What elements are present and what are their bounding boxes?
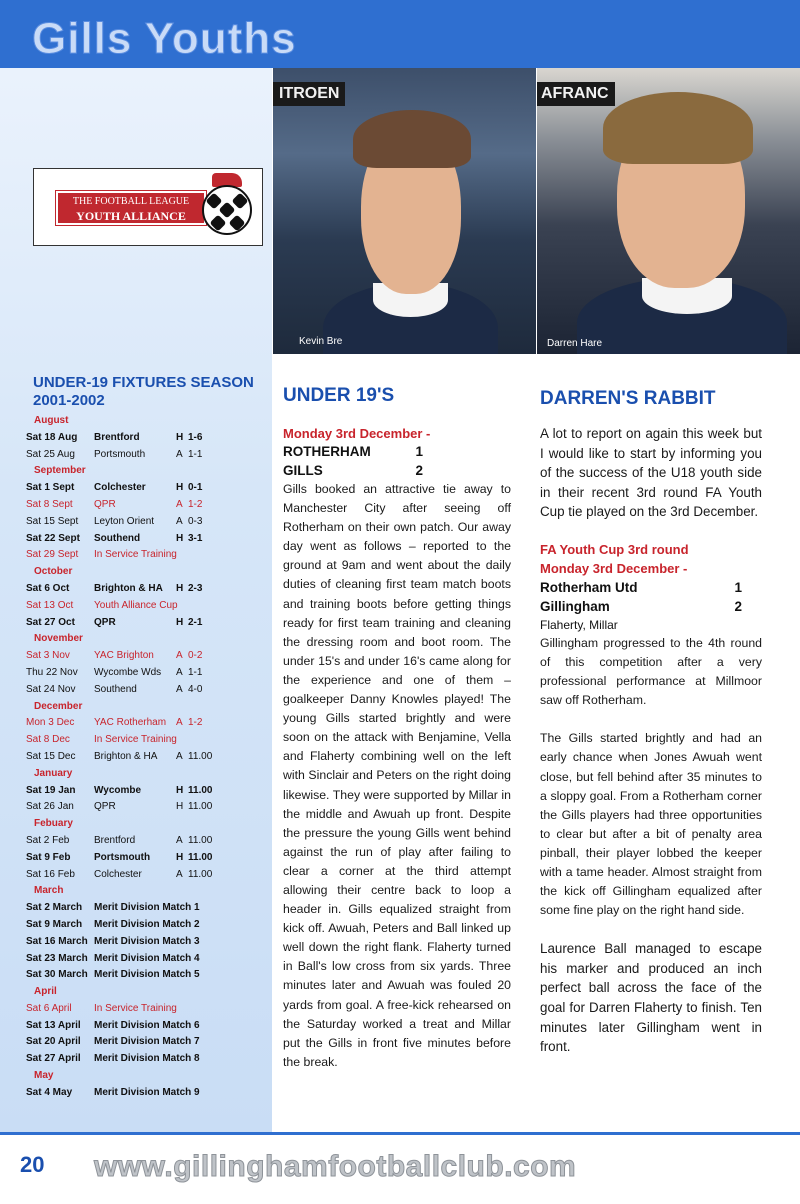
fixture-month: September [34, 465, 86, 477]
fixture-row [26, 430, 266, 447]
under19-title: UNDER 19'S [283, 385, 395, 406]
fixture-row [26, 1001, 266, 1018]
fixture-venue: H [176, 851, 184, 863]
fixture-venue: H [176, 616, 184, 628]
fixture-date: Sat 18 Aug [26, 431, 78, 443]
fixture-opponent: Portsmouth [94, 448, 146, 460]
match-date: Monday 3rd December - [283, 426, 431, 441]
fixture-month: May [34, 1070, 54, 1082]
fixture-row [26, 715, 266, 732]
fixture-row [26, 447, 266, 464]
fixture-month: April [34, 986, 57, 998]
cup-heading-2: Monday 3rd December - [540, 560, 688, 576]
football-icon [202, 185, 252, 235]
fixture-score: 1-1 [188, 666, 203, 678]
fixture-date: Sat 26 Jan [26, 801, 74, 813]
fixture-date: Sat 24 Nov [26, 683, 76, 695]
hair [603, 92, 753, 164]
fixture-venue: A [176, 683, 183, 695]
fixture-date: Sat 23 March [26, 952, 88, 964]
photo-darren [537, 68, 800, 354]
fixture-row [26, 1018, 266, 1035]
rabbit-paragraph: Gillingham progressed to the 4th round of this competition after a very professional performance at Millmoor saw off Rotherham. [540, 635, 762, 708]
fixture-venue: H [176, 801, 184, 813]
fixture-row [26, 867, 266, 884]
fixture-opponent: YAC Brighton [94, 650, 154, 662]
fixture-venue: A [176, 515, 183, 527]
fixture-month: August [34, 415, 69, 426]
fixture-venue: H [176, 532, 184, 544]
team-name: Rotherham Utd [540, 579, 638, 595]
under19-column [283, 385, 511, 1072]
fixture-score: 4-0 [188, 683, 203, 695]
fixture-score: 1-6 [188, 431, 203, 443]
rabbit-paragraph: The Gills started brightly and had an early chance when Jones Awuah went close, but fell behind after 35 minutes to a sloppy goal. From a Rotherham corner the Gills players had three opportunities to clear but after a bit of penalty area pinball, their player lobbed the keeper with a tame header. Almost straight from the kick off Gillingham equalized after some fine play on the right hand side. [540, 731, 762, 918]
team-score: 1 [415, 444, 423, 459]
fixture-opponent: Southend [94, 683, 137, 695]
fixture-score: 0-3 [188, 515, 203, 527]
fixture-row [26, 1034, 266, 1051]
fixture-score: 1-2 [188, 498, 203, 510]
fixture-month: January [34, 767, 73, 779]
fixture-venue: A [176, 666, 183, 678]
fixture-date: Sat 6 April [26, 1002, 72, 1014]
fixture-opponent: Merit Division Match 9 [94, 1086, 200, 1098]
team-name: ROTHERHAM [283, 444, 371, 459]
fixture-opponent: Merit Division Match 7 [94, 1036, 200, 1048]
fixture-row [26, 497, 266, 514]
fixture-month: November [34, 633, 83, 645]
score-row-1 [283, 442, 423, 461]
fixture-opponent: Merit Division Match 5 [94, 969, 200, 981]
fixture-date: Sat 16 Feb [26, 868, 75, 880]
fixture-row [26, 934, 266, 951]
score-row-2 [283, 461, 423, 480]
fixture-score: 11.00 [188, 834, 213, 846]
fixture-date: Sat 16 March [26, 935, 88, 947]
fixture-date: Sat 9 March [26, 918, 83, 930]
fixture-date: Sat 27 April [26, 1053, 81, 1065]
team-score: 2 [734, 598, 742, 614]
fixture-score: 1-2 [188, 717, 203, 729]
fixture-score: 3-1 [188, 532, 203, 544]
photo-kevin [273, 68, 536, 354]
fixture-score: 0-2 [188, 650, 203, 662]
fixture-venue: A [176, 868, 183, 880]
team-name: GILLS [283, 463, 323, 478]
fixture-opponent: Brentford [94, 431, 140, 443]
rabbit-column [540, 388, 762, 1057]
fixture-opponent: Brighton & HA [94, 582, 163, 594]
hair [353, 110, 471, 168]
fixture-opponent: In Service Training [94, 549, 177, 561]
fixture-venue: A [176, 717, 183, 729]
fixture-score: 1-1 [188, 448, 203, 460]
fixture-row [26, 749, 266, 766]
fixture-row [26, 615, 266, 632]
score-row-1 [540, 578, 742, 597]
fixture-date: Sat 3 Nov [26, 650, 70, 662]
fixture-venue: H [176, 431, 184, 443]
scorers: Flaherty, Millar [540, 617, 618, 632]
rabbit-paragraph: Laurence Ball managed to escape his marker and produced an inch perfect ball across the face of the goal for Darren Flaherty to finish. Ten minutes later Gillingham went in front. [540, 941, 762, 1055]
fixture-opponent: Merit Division Match 1 [94, 902, 200, 914]
team-score: 2 [415, 463, 423, 478]
fixture-month: Febuary [34, 818, 73, 830]
fixture-month: October [34, 566, 73, 578]
fixture-score: 2-3 [188, 582, 203, 594]
fixture-opponent: In Service Training [94, 1002, 177, 1014]
fixture-date: Mon 3 Dec [26, 717, 75, 729]
fixture-opponent: Merit Division Match 6 [94, 1019, 200, 1031]
fixtures-title: UNDER-19 FIXTURES SEASON 2001-2002 [33, 374, 254, 409]
fixture-venue: H [176, 784, 184, 796]
fixture-opponent: Youth Alliance Cup [94, 599, 178, 611]
score-row-2 [540, 597, 742, 616]
fixture-date: Sat 25 Aug [26, 448, 75, 460]
fixture-row [26, 547, 266, 564]
team-name: Gillingham [540, 598, 610, 614]
fixture-date: Sat 6 Oct [26, 582, 70, 594]
fixture-date: Sat 15 Dec [26, 750, 76, 762]
fixture-date: Sat 2 Feb [26, 834, 70, 846]
fixture-date: Sat 20 April [26, 1036, 81, 1048]
fixture-row [26, 581, 266, 598]
fixture-row [26, 799, 266, 816]
fixture-month: December [34, 700, 83, 712]
fixture-row [26, 900, 266, 917]
cup-heading-1: FA Youth Cup 3rd round [540, 541, 689, 557]
fixture-venue: A [176, 750, 183, 762]
fixture-row [26, 480, 266, 497]
fixture-date: Sat 30 March [26, 969, 88, 981]
fixture-score: 11.00 [188, 851, 213, 863]
fixture-score: 11.00 [188, 750, 213, 762]
fixture-opponent: QPR [94, 498, 116, 510]
fixture-row [26, 1085, 266, 1102]
fixture-month: March [34, 885, 64, 897]
fixture-date: Sat 8 Dec [26, 734, 70, 746]
fixture-opponent: Brighton & HA [94, 750, 158, 762]
fixture-row [26, 665, 266, 682]
fixture-row [26, 917, 266, 934]
fixture-row [26, 1051, 266, 1068]
fixture-row [26, 951, 266, 968]
fixture-row [26, 531, 266, 548]
fixture-date: Thu 22 Nov [26, 666, 78, 678]
fixture-row [26, 967, 266, 984]
page-title: Gills Youths [32, 14, 297, 63]
stadium-sign: ITROEN [273, 82, 345, 106]
fixture-row [26, 783, 266, 800]
team-score: 1 [734, 579, 742, 595]
fixture-date: Sat 8 Sept [26, 498, 73, 510]
logo-line1: THE FOOTBALL LEAGUE [72, 196, 190, 207]
fixture-venue: H [176, 482, 184, 494]
fixture-opponent: Colchester [94, 482, 146, 494]
fixture-venue: H [176, 582, 184, 594]
fixture-row [26, 850, 266, 867]
fixture-row [26, 732, 266, 749]
fixture-opponent: QPR [94, 616, 116, 628]
fixture-opponent: Merit Division Match 8 [94, 1053, 200, 1065]
fixture-opponent: QPR [94, 801, 116, 813]
fixture-date: Sat 9 Feb [26, 851, 71, 863]
fixture-score: 11.00 [188, 868, 213, 880]
rabbit-intro: A lot to report on again this week but I would like to start by informing you of the success of the U18 youth side in their recent 3rd round FA Youth Cup tie played on the 3rd December. [540, 426, 762, 520]
fixture-opponent: Brentford [94, 834, 136, 846]
fixture-row [26, 598, 266, 615]
stadium-sign: AFRANC [537, 82, 615, 106]
fixture-opponent: Portsmouth [94, 851, 151, 863]
fixture-date: Sat 19 Jan [26, 784, 76, 796]
fixture-score: 11.00 [188, 784, 213, 796]
fixture-venue: A [176, 448, 183, 460]
fixture-date: Sat 27 Oct [26, 616, 75, 628]
footer-divider [0, 1132, 800, 1135]
page-number: 20 [20, 1152, 45, 1177]
fixture-opponent: Merit Division Match 3 [94, 935, 200, 947]
website-url: www.gillinghamfootballclub.com [94, 1150, 577, 1183]
logo-banner [56, 191, 206, 225]
fixture-date: Sat 15 Sept [26, 515, 79, 527]
fixture-opponent: YAC Rotherham [94, 717, 167, 729]
fixture-date: Sat 1 Sept [26, 482, 75, 494]
photo-caption: Kevin Bre [299, 336, 343, 347]
fixture-row [26, 648, 266, 665]
fixture-score: 2-1 [188, 616, 203, 628]
fixture-date: Sat 2 March [26, 902, 83, 914]
fixtures-list [26, 413, 266, 1102]
fixture-score: 0-1 [188, 482, 203, 494]
fixture-venue: A [176, 834, 183, 846]
match-report: Gills booked an attractive tie away to Manchester City after seeing off Rotherham on their own patch. Our away day went as follows – reported to the ground at 9am and went about the daily duties of cleaning first team match boots and training boots before getting things ready for first team training and cleaning the dressing room and boot room. The under 15's and under 16's came along for the experience and one of them – goalkeeper Danny Knowles played! The young Gills started brightly and were soon on the attack with Benjamine, Vella and Flaherty combining well on the left with Sinclair and Peters on the right doing likewise. They were supported by Millar in the middle and Awuah up front. Despite the pressure the young Gills went behind against the run of play after failing to clear a corner at the third attempt allowing their centre back to loop a header in. Gills equalized straight from kick off. Awuah, Peters and Ball linked up well down the right flank. Flaherty turned in Ball's low cross from six yards. Three minutes later and Awuah was fouled 20 yards from goal. A free-kick rehearsed on the Saturday worked a treat and Millar put the Gills in front five minutes before the break. [283, 482, 511, 1069]
fixture-date: Sat 29 Sept [26, 549, 79, 561]
youth-alliance-logo [33, 168, 263, 246]
fixture-opponent: Merit Division Match 4 [94, 952, 200, 964]
fixture-row [26, 833, 266, 850]
fixture-date: Sat 22 Sept [26, 532, 80, 544]
fixture-opponent: Wycombe Wds [94, 666, 162, 678]
fixture-opponent: Southend [94, 532, 141, 544]
fixture-opponent: Leyton Orient [94, 515, 155, 527]
photo-caption: Darren Hare [547, 338, 603, 349]
fixture-opponent: Colchester [94, 868, 142, 880]
fixture-date: Sat 13 April [26, 1019, 81, 1031]
logo-line2: YOUTH ALLIANCE [76, 209, 186, 223]
fixture-score: 11.00 [188, 801, 213, 813]
fixture-opponent: Wycombe [94, 784, 142, 796]
fixture-row [26, 682, 266, 699]
fixture-row [26, 514, 266, 531]
fixture-opponent: Merit Division Match 2 [94, 918, 200, 930]
fixture-venue: A [176, 498, 183, 510]
fixture-opponent: In Service Training [94, 734, 177, 746]
fixture-venue: A [176, 650, 183, 662]
fixture-date: Sat 13 Oct [26, 599, 74, 611]
fixture-date: Sat 4 May [26, 1086, 73, 1098]
rabbit-title: DARREN'S RABBIT [540, 388, 716, 409]
